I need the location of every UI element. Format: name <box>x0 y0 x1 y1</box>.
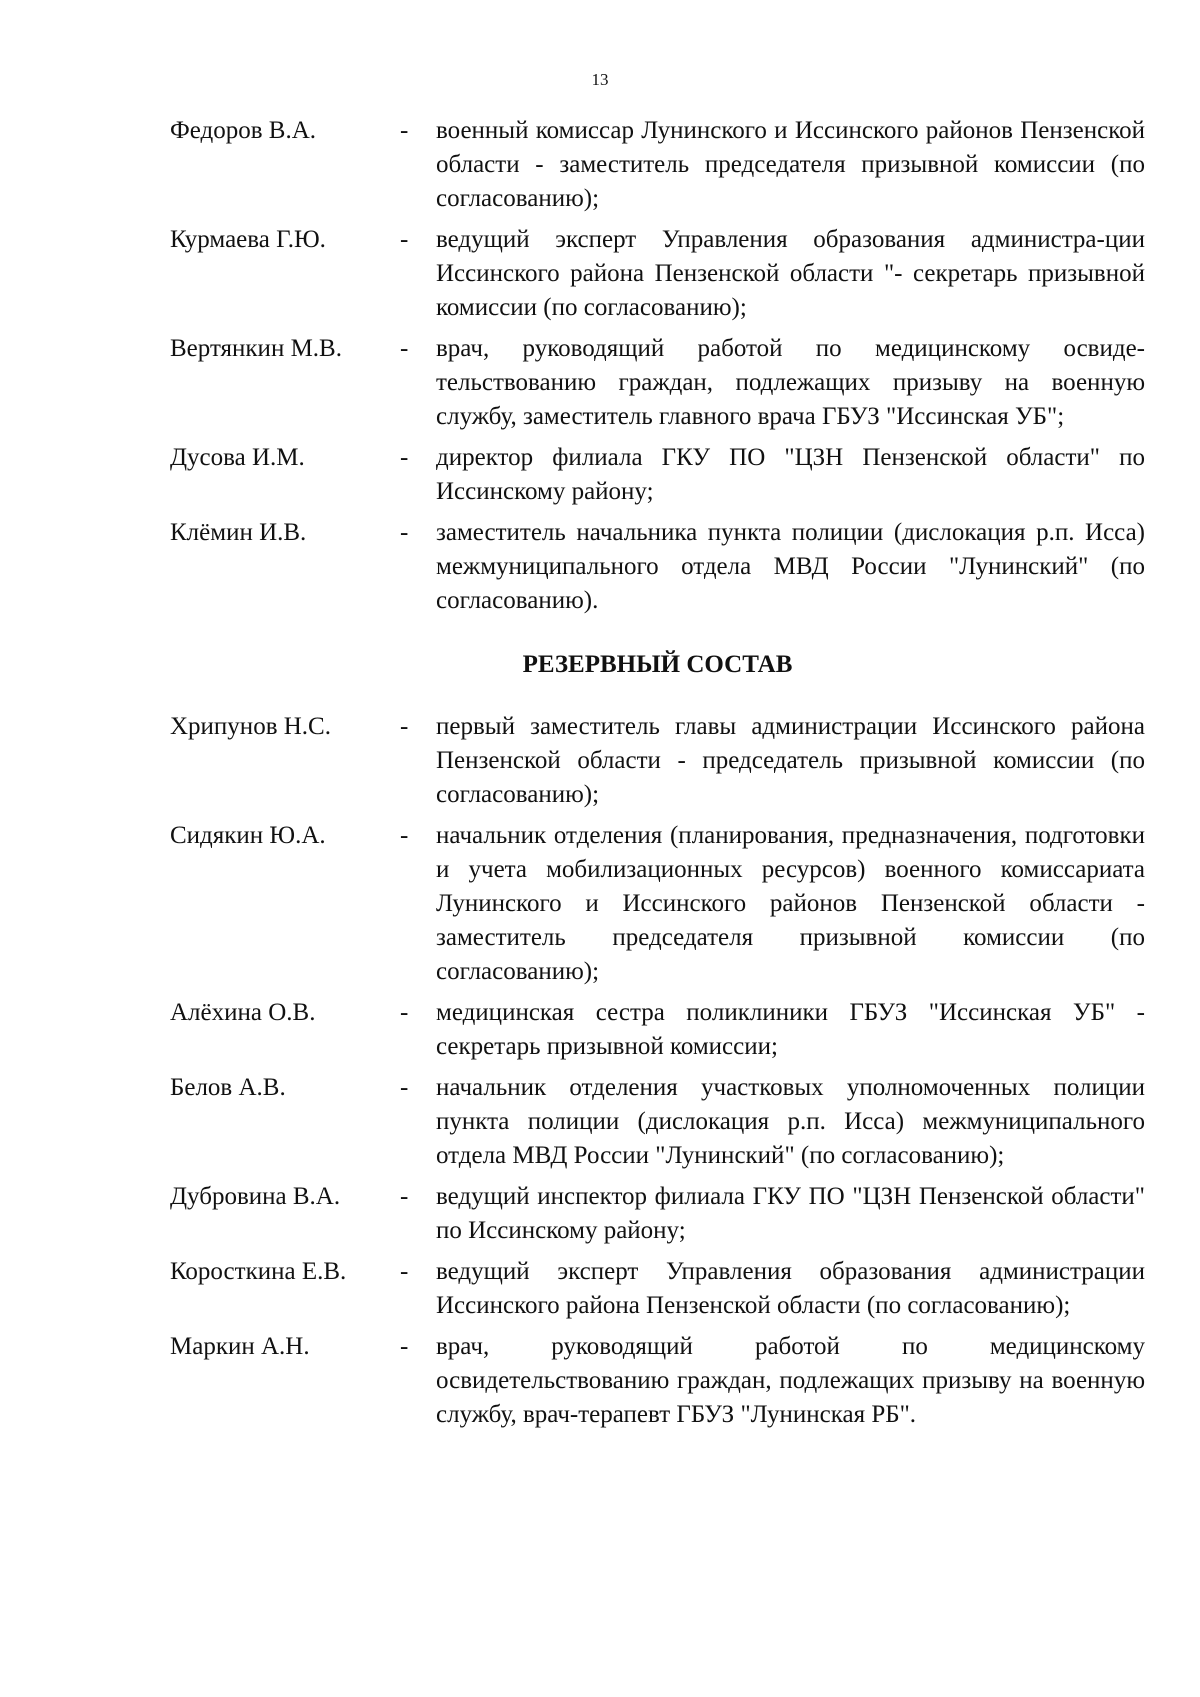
member-position: ведущий эксперт Управления образования администра-ции Иссинского района Пензенской области "- секретарь призывной комиссии (по согласованию); <box>436 226 1145 321</box>
list-item <box>170 223 1145 325</box>
dash-separator: - <box>400 444 409 471</box>
member-position: заместитель начальника пункта полиции (дислокация р.п. Исса) межмуниципального отдела МВД России "Лунинский" (по согласованию). <box>436 519 1145 614</box>
member-position: ведущий инспектор филиала ГКУ ПО "ЦЗН Пензенской области" по Иссинскому району; <box>436 1183 1145 1244</box>
member-name: Маркин А.Н. <box>170 1333 310 1360</box>
member-position: директор филиала ГКУ ПО "ЦЗН Пензенской области" по Иссинскому району; <box>436 444 1145 505</box>
member-position: врач, руководящий работой по медицинскому освидетельствованию граждан, подлежащих призыву на военную службу, врач-терапевт ГБУЗ "Лунинская РБ". <box>436 1333 1145 1428</box>
list-item <box>170 1330 1145 1432</box>
member-name: Вертянкин М.В. <box>170 335 342 362</box>
dash-separator: - <box>400 999 409 1026</box>
member-position: начальник отделения (планирования, предназначения, подготовки и учета мобилизационных ресурсов) военного комиссариата Лунинского и Иссинского районов Пензенской области - заместитель председателя призывной комиссии (по согласованию); <box>436 822 1145 985</box>
list-item <box>170 710 1145 812</box>
page-number: 13 <box>591 70 609 89</box>
dash-separator: - <box>400 1258 409 1285</box>
dash-separator: - <box>400 519 409 546</box>
commission-list <box>170 114 1145 1439</box>
dash-separator: - <box>400 1333 409 1360</box>
dash-separator: - <box>400 117 409 144</box>
dash-separator: - <box>400 822 409 849</box>
member-name: Коросткина Е.В. <box>170 1258 347 1285</box>
list-item <box>170 1255 1145 1323</box>
dash-separator: - <box>400 713 409 740</box>
list-item <box>170 516 1145 618</box>
member-name: Федоров В.А. <box>170 117 317 144</box>
member-position: врач, руководящий работой по медицинскому освиде-тельствованию граждан, подлежащих призыву на военную службу, заместитель главного врача ГБУЗ "Иссинская УБ"; <box>436 335 1145 430</box>
list-item <box>170 114 1145 216</box>
member-position: ведущий эксперт Управления образования администрации Иссинского района Пензенской области (по согласованию); <box>436 1258 1145 1319</box>
list-item <box>170 1071 1145 1173</box>
member-name: Дубровина В.А. <box>170 1183 341 1210</box>
member-name: Клёмин И.В. <box>170 519 307 546</box>
member-name: Сидякин Ю.А. <box>170 822 326 849</box>
list-item <box>170 332 1145 434</box>
member-name: Дусова И.М. <box>170 444 305 471</box>
dash-separator: - <box>400 335 409 362</box>
member-position: медицинская сестра поликлиники ГБУЗ "Иссинская УБ" - секретарь призывной комиссии; <box>436 999 1145 1060</box>
dash-separator: - <box>400 1074 409 1101</box>
member-position: военный комиссар Лунинского и Иссинского районов Пензенской области - заместитель председателя призывной комиссии (по согласованию); <box>436 117 1145 212</box>
member-name: Курмаева Г.Ю. <box>170 226 326 253</box>
list-item <box>170 1180 1145 1248</box>
member-name: Белов А.В. <box>170 1074 286 1101</box>
dash-separator: - <box>400 1183 409 1210</box>
member-position: начальник отделения участковых уполномоченных полиции пункта полиции (дислокация р.п. Исса) межмуниципального отдела МВД России "Лунинский" (по согласованию); <box>436 1074 1145 1169</box>
list-item <box>170 819 1145 989</box>
member-position: первый заместитель главы администрации Иссинского района Пензенской области - председатель призывной комиссии (по согласованию); <box>436 713 1145 808</box>
list-item <box>170 996 1145 1064</box>
list-item <box>170 441 1145 509</box>
dash-separator: - <box>400 226 409 253</box>
reserve-section-title: РЕЗЕРВНЫЙ СОСТАВ <box>522 651 793 678</box>
member-name: Алёхина О.В. <box>170 999 316 1026</box>
member-name: Хрипунов Н.С. <box>170 713 331 740</box>
